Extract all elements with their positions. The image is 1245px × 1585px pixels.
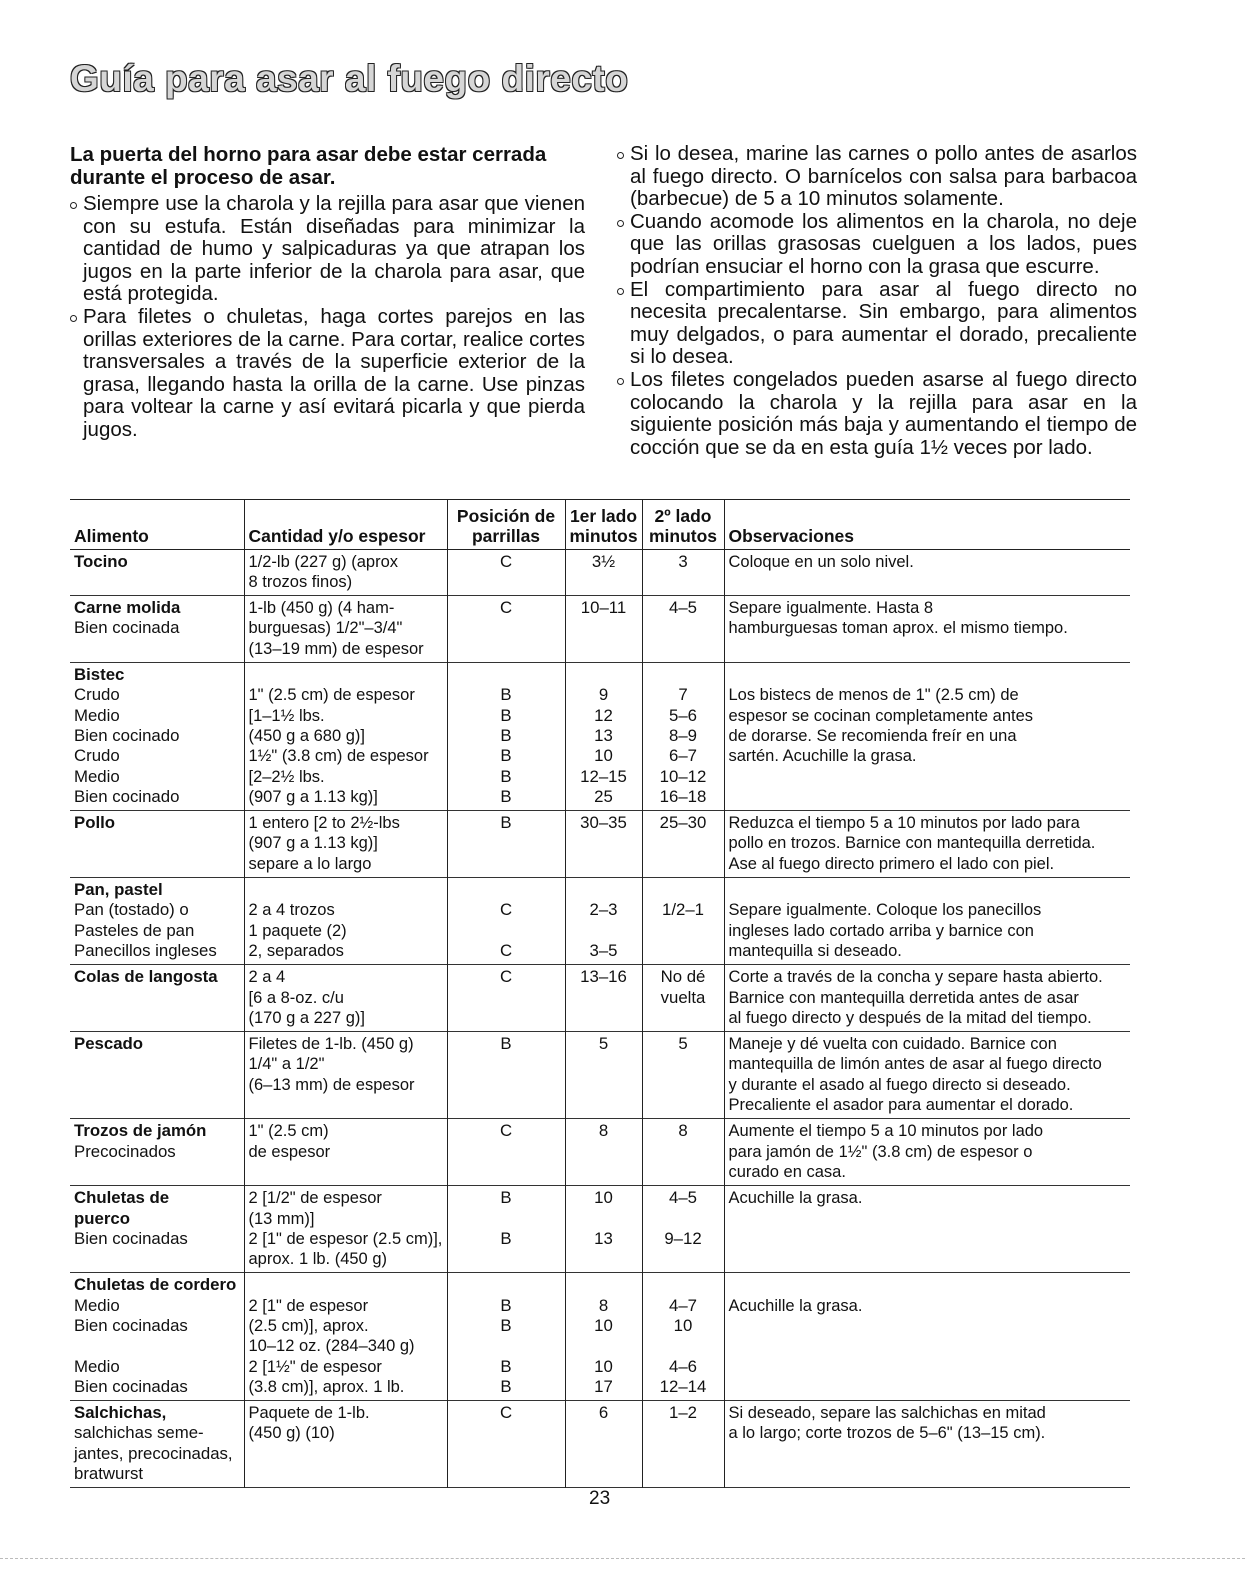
header-side2: 2º lado minutos [642, 500, 724, 550]
cell-side1-minutes: 10 13 [565, 1186, 642, 1273]
cell-side1-minutes: 2–3 3–5 [565, 878, 642, 965]
cell-rack: C [447, 1119, 565, 1186]
cell-food [70, 1273, 244, 1401]
intro-bullet: Los filetes congelados pueden asarse al fuego directo colocando la charola y la rejilla para asar en la siguiente posición más baja y aumentando el tiempo de cocción que se da en esta guía 1½ veces por lado. [617, 369, 1137, 459]
table-row [70, 878, 1130, 965]
food-name: Bistec [74, 665, 125, 685]
cell-notes: Si deseado, separe las salchichas en mitad a lo largo; corte trozos de 5–6" (13–15 cm). [724, 1401, 1130, 1488]
cell-side2-minutes: No dé vuelta [642, 965, 724, 1032]
intro-heading: La puerta del horno para asar debe estar cerrada durante el proceso de asar. [70, 143, 547, 189]
cell-food [70, 549, 244, 596]
food-name: Pescado [74, 1034, 144, 1054]
cell-side2-minutes: 3 [642, 549, 724, 596]
food-name: Chuletas de puerco [74, 1188, 170, 1228]
cell-quantity: 2 a 4 trozos 1 paquete (2) 2, separados [244, 878, 447, 965]
cell-food [70, 878, 244, 965]
cell-food [70, 1119, 244, 1186]
cell-notes: Corte a través de la concha y separe hasta abierto. Barnice con mantequilla derretida antes de asar al fuego directo y después de la mitad del tiempo. [724, 965, 1130, 1032]
cell-rack: C [447, 596, 565, 663]
food-name: Carne molida [74, 598, 181, 618]
cell-notes: Separe igualmente. Hasta 8 hamburguesas toman aprox. el mismo tiempo. [724, 596, 1130, 663]
intro-bullet: Siempre use la charola y la rejilla para asar que vienen con su estufa. Están diseñadas para minimizar la cantidad de humo y salpicaduras ya que atrapan los jugos en la parte inferior de la charola para asar, que está protegida. [70, 193, 585, 306]
cell-food [70, 663, 244, 811]
food-name: Trozos de jamón [74, 1121, 207, 1141]
table-row [70, 663, 1130, 811]
food-name: Pan, pastel [74, 880, 163, 900]
food-name: Salchichas, [74, 1403, 167, 1423]
table-row [70, 1032, 1130, 1119]
cell-food [70, 1186, 244, 1273]
table-body [70, 549, 1130, 1488]
cell-food [70, 965, 244, 1032]
table-row [70, 549, 1130, 596]
table-row [70, 1401, 1130, 1488]
food-variant: salchichas seme- jantes, precocinadas, bratwurst [74, 1423, 233, 1484]
cell-side1-minutes: 3½ [565, 549, 642, 596]
intro-bullet: Para filetes o chuletas, haga cortes parejos en las orillas exteriores de la carne. Para cortar, realice cortes transversales a través de la superficie exterior de la grasa, llegando hasta la orilla de la carne. Use pinzas para voltear la carne y así evitará picarla y que pierda jugos. [70, 306, 585, 442]
broil-guide-table-wrap [70, 499, 1130, 1488]
cell-side1-minutes: 30–35 [565, 811, 642, 878]
cell-notes: Los bistecs de menos de 1" (2.5 cm) de espesor se cocinan completamente antes de dorarse. Se recomienda freír en una sartén. Acuchille la grasa. [724, 663, 1130, 811]
cell-side1-minutes: 10–11 [565, 596, 642, 663]
cell-food [70, 1032, 244, 1119]
bottom-divider [0, 1558, 1245, 1559]
cell-quantity: 2 a 4 [6 a 8-oz. c/u (170 g a 227 g)] [244, 965, 447, 1032]
intro-right-column [617, 143, 1137, 459]
food-variant: Precocinados [74, 1141, 176, 1161]
cell-notes: Maneje y dé vuelta con cuidado. Barnice con mantequilla de limón antes de asar al fuego directo y durante el asado al fuego directo si deseado. Precaliente el asador para aumentar el dorado. [724, 1032, 1130, 1119]
cell-side2-minutes: 1/2–1 [642, 878, 724, 965]
food-variant: Medio Bien cocinadas Medio Bien cocinadas [74, 1295, 188, 1396]
cell-food [70, 811, 244, 878]
cell-side1-minutes: 8 [565, 1119, 642, 1186]
table-row [70, 1119, 1130, 1186]
cell-quantity: 2 [1" de espesor (2.5 cm)], aprox. 10–12 oz. (284–340 g) 2 [1½" de espesor (3.8 cm)], aprox. 1 lb. [244, 1273, 447, 1401]
cell-quantity: 1 entero [2 to 2½-lbs (907 g a 1.13 kg)] separe a lo largo [244, 811, 447, 878]
table-row [70, 596, 1130, 663]
food-name: Chuletas de cordero [74, 1275, 237, 1295]
broil-guide-table [70, 499, 1130, 1488]
cell-rack: C [447, 549, 565, 596]
table-row [70, 965, 1130, 1032]
cell-side2-minutes: 7 5–6 8–9 6–7 10–12 16–18 [642, 663, 724, 811]
cell-notes: Acuchille la grasa. [724, 1273, 1130, 1401]
cell-side2-minutes: 4–5 9–12 [642, 1186, 724, 1273]
cell-rack: B B B B B B [447, 663, 565, 811]
cell-side2-minutes: 4–5 [642, 596, 724, 663]
header-notes: Observaciones [724, 500, 1130, 550]
cell-side1-minutes: 5 [565, 1032, 642, 1119]
intro-bullet: El compartimiento para asar al fuego directo no necesita precalentarse. Sin embargo, para alimentos muy delgados, o para aumentar el dorado, precaliente si lo desea. [617, 279, 1137, 369]
cell-food [70, 1401, 244, 1488]
table-row [70, 811, 1130, 878]
cell-quantity: 1" (2.5 cm) de espesor [1–1½ lbs. (450 g a 680 g)] 1½" (3.8 cm) de espesor [2–2½ lbs. (907 g a 1.13 kg)] [244, 663, 447, 811]
cell-side1-minutes: 13–16 [565, 965, 642, 1032]
cell-side1-minutes: 8 10 10 17 [565, 1273, 642, 1401]
table-row [70, 1273, 1130, 1401]
cell-side2-minutes: 25–30 [642, 811, 724, 878]
cell-rack: C [447, 1401, 565, 1488]
food-name: Colas de langosta [74, 967, 218, 987]
cell-side1-minutes: 9 12 13 10 12–15 25 [565, 663, 642, 811]
cell-side2-minutes: 8 [642, 1119, 724, 1186]
food-variant: Pan (tostado) o Pasteles de pan Panecillos ingleses [74, 900, 217, 960]
cell-side2-minutes: 1–2 [642, 1401, 724, 1488]
cell-notes: Acuchille la grasa. [724, 1186, 1130, 1273]
cell-notes: Separe igualmente. Coloque los panecillos ingleses lado cortado arriba y barnice con mantequilla si deseado. [724, 878, 1130, 965]
cell-notes: Aumente el tiempo 5 a 10 minutos por lado para jamón de 1½" (3.8 cm) de espesor o curado en casa. [724, 1119, 1130, 1186]
food-name: Tocino [74, 551, 128, 571]
cell-quantity: Filetes de 1-lb. (450 g) 1/4" a 1/2" (6–13 mm) de espesor [244, 1032, 447, 1119]
table-row [70, 1186, 1130, 1273]
cell-rack: B B B B [447, 1273, 565, 1401]
food-variant: Bien cocinadas [74, 1228, 188, 1248]
food-variant: Crudo Medio Bien cocinado Crudo Medio Bien cocinado [74, 685, 180, 806]
cell-quantity: 1" (2.5 cm) de espesor [244, 1119, 447, 1186]
cell-rack: C C [447, 878, 565, 965]
intro-bullet: Cuando acomode los alimentos en la charola, no deje que las orillas grasosas cuelguen a los lados, pues podrían ensuciar el horno con la grasa que escurre. [617, 211, 1137, 279]
cell-quantity: Paquete de 1-lb. (450 g) (10) [244, 1401, 447, 1488]
cell-side1-minutes: 6 [565, 1401, 642, 1488]
cell-quantity: 1-lb (450 g) (4 ham- burguesas) 1/2"–3/4" (13–19 mm) de espesor [244, 596, 447, 663]
cell-rack: B [447, 1032, 565, 1119]
header-rack: Posición de parrillas [447, 500, 565, 550]
cell-rack: B [447, 811, 565, 878]
cell-side2-minutes: 4–7 10 4–6 12–14 [642, 1273, 724, 1401]
page-number: 23 [589, 1488, 611, 1509]
food-name: Pollo [74, 813, 116, 833]
header-food: Alimento [74, 526, 149, 547]
header-quantity: Cantidad y/o espesor [244, 500, 447, 550]
cell-notes: Reduzca el tiempo 5 a 10 minutos por lado para pollo en trozos. Barnice con mantequilla derretida. Ase al fuego directo primero el lado con piel. [724, 811, 1130, 878]
cell-quantity: 1/2-lb (227 g) (aprox 8 trozos finos) [244, 549, 447, 596]
cell-rack: B B [447, 1186, 565, 1273]
cell-notes: Coloque en un solo nivel. [724, 549, 1130, 596]
cell-quantity: 2 [1/2" de espesor (13 mm)] 2 [1" de espesor (2.5 cm)], aprox. 1 lb. (450 g) [244, 1186, 447, 1273]
intro-bullet: Si lo desea, marine las carnes o pollo antes de asarlos al fuego directo. O barnícelos con salsa para barbacoa (barbecue) de 5 a 10 minutos solamente. [617, 143, 1137, 211]
intro-left-column [70, 143, 585, 442]
table-header-row [70, 500, 1130, 550]
cell-food [70, 596, 244, 663]
header-side1: 1er lado minutos [565, 500, 642, 550]
food-variant: Bien cocinada [74, 618, 180, 638]
page-title: Guía para asar al fuego directo [70, 58, 629, 99]
cell-side2-minutes: 5 [642, 1032, 724, 1119]
cell-rack: C [447, 965, 565, 1032]
